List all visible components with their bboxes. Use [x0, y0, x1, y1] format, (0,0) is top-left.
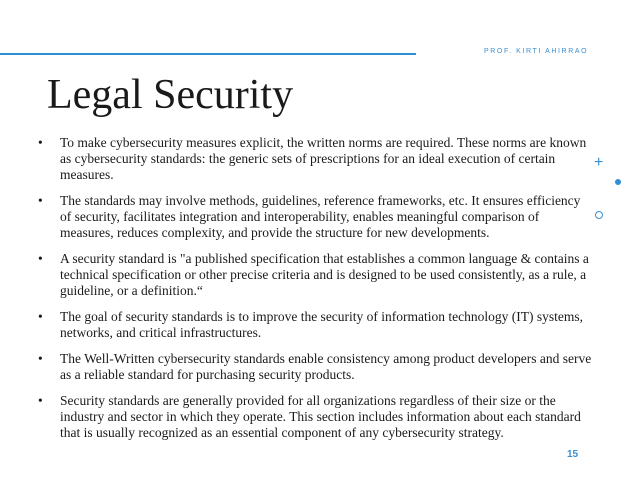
bullet-item: [38, 393, 593, 441]
bullet-text: The Well-Written cybersecurity standards enable consistency among product developers and serve as a reliable standard for purchasing security products.: [60, 351, 592, 382]
header-accent-line: [0, 53, 416, 55]
bullet-item: [38, 351, 593, 383]
slide-title: Legal Security: [47, 72, 294, 118]
bullet-list: [38, 135, 593, 451]
bullet-item: [38, 193, 593, 241]
ring-icon: [595, 211, 603, 219]
bullet-dot-icon: •: [38, 351, 43, 366]
page-number: 15: [567, 449, 579, 460]
bullet-item: [38, 309, 593, 341]
dot-icon: [615, 179, 621, 185]
bullet-dot-icon: •: [38, 393, 43, 408]
bullet-dot-icon: •: [38, 193, 43, 208]
bullet-text: The goal of security standards is to improve the security of information technology (IT) systems, networks, and critical infrastructures.: [60, 309, 583, 340]
bullet-dot-icon: •: [38, 135, 43, 150]
bullet-item: [38, 135, 593, 183]
plus-icon: +: [594, 154, 604, 171]
bullet-text: The standards may involve methods, guidelines, reference frameworks, etc. It ensures efficiency of security, facilitates integration and interoperability, enables meaningful comparison of measures, reduces complexity, and provide the structure for new developments.: [60, 193, 581, 240]
bullet-text: Security standards are generally provided for all organizations regardless of their size or the industry and sector in which they operate. This section includes information about each standard that is usually recognized as an essential component of any cybersecurity strategy.: [60, 393, 581, 440]
bullet-text: A security standard is "a published specification that establishes a common language & contains a technical specification or other precise criteria and is designed to be used consistently, as a rule, a guideline, or a definition.“: [60, 251, 589, 298]
bullet-text: To make cybersecurity measures explicit, the written norms are required. These norms are known as cybersecurity standards: the generic sets of prescriptions for an ideal execution of certain measures.: [60, 135, 587, 182]
bullet-dot-icon: •: [38, 309, 43, 324]
bullet-item: [38, 251, 593, 299]
bullet-dot-icon: •: [38, 251, 43, 266]
author-label: PROF. KIRTI AHIRRAO: [484, 48, 589, 55]
